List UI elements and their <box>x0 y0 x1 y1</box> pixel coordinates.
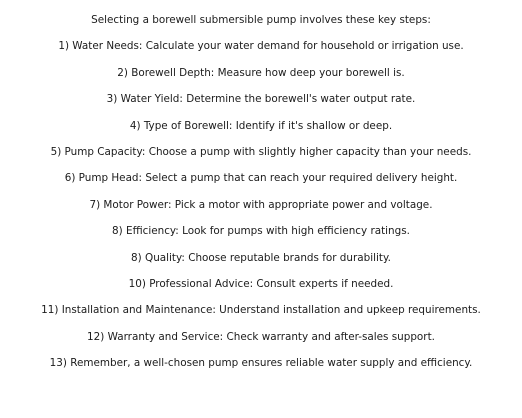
step-8-text: 8) Efficiency: Look for pumps with high efficiency ratings. <box>112 225 410 238</box>
step-6-text: 6) Pump Head: Select a pump that can reach your required delivery height. <box>64 172 458 185</box>
intro-text: Selecting a borewell submersible pump involves these key steps: <box>91 14 431 26</box>
step-9-text: 8) Quality: Choose reputable brands for durability. <box>131 251 391 264</box>
step-3-text: 3) Water Yield: Determine the borewell's water output rate. <box>106 93 416 106</box>
step-10-text: 10) Professional Advice: Consult experts if needed. <box>128 277 394 290</box>
document-body <box>0 14 522 383</box>
step-7-text: 7) Motor Power: Pick a motor with appropriate power and voltage. <box>89 198 433 211</box>
step-11-text: 11) Installation and Maintenance: Understand installation and upkeep requirements. <box>41 304 481 317</box>
step-13-text: 13) Remember, a well-chosen pump ensures reliable water supply and efficiency. <box>49 357 473 370</box>
step-5-text: 5) Pump Capacity: Choose a pump with slightly higher capacity than your needs. <box>50 145 472 158</box>
step-4-text: 4) Type of Borewell: Identify if it's shallow or deep. <box>129 119 393 132</box>
step-1-text: 1) Water Needs: Calculate your water demand for household or irrigation use. <box>58 40 464 53</box>
step-2-text: 2) Borewell Depth: Measure how deep your borewell is. <box>117 66 405 79</box>
step-12-text: 12) Warranty and Service: Check warranty and after-sales support. <box>87 330 435 343</box>
